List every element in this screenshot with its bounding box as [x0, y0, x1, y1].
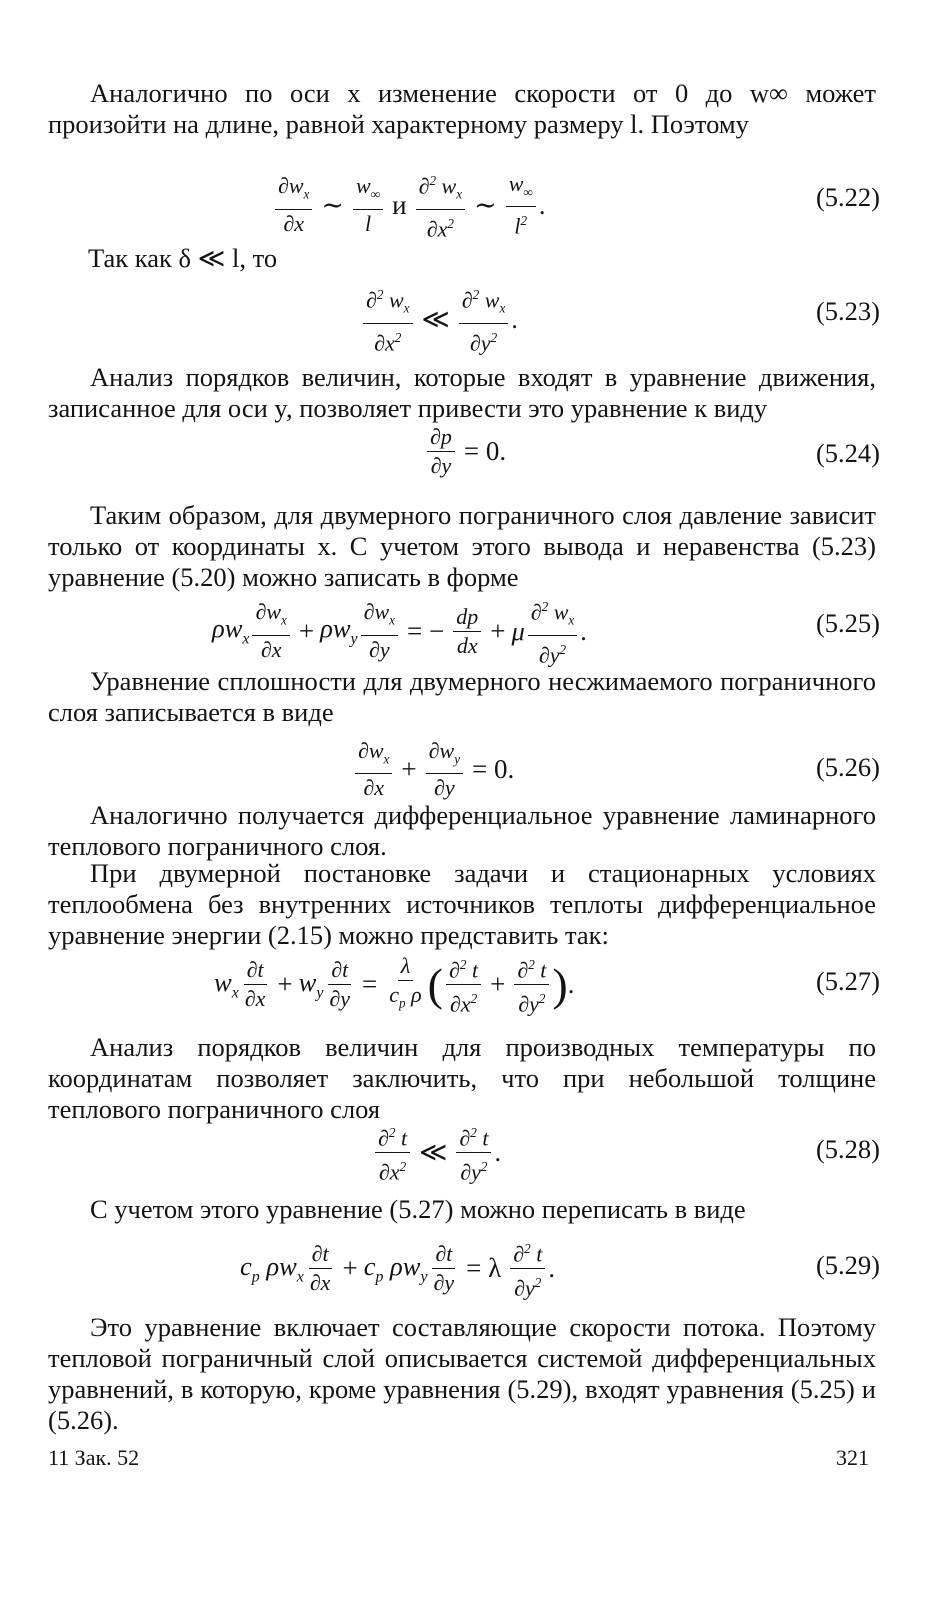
paragraph-7: При двумерной постановке задачи и стационарных условиях теплообмена без внутренних источников теплоты дифференциальное уравнение энергии (2.15) можно представить так: [48, 858, 876, 950]
equation-number-5-22: (5.22) [815, 182, 880, 212]
paragraph-2: Так как δ ≪ l, то [88, 243, 278, 273]
equation-number-5-25: (5.25) [815, 608, 880, 638]
paragraph-4: Таким образом, для двумерного пограничного слоя давление зависит только от координаты x. С учетом этого вывода и неравенства (5.23) уравнение (5.20) можно записать в форме [48, 500, 876, 592]
paragraph-8: Анализ порядков величин для производных температуры по координатам позволяет заключить, что при небольшой толщине теплового пограничного слоя [48, 1032, 876, 1124]
equation-5-24: $\frac{\partial p}{\partial y}$ = 0. [424, 424, 512, 479]
equation-5-26: $\frac{\partial w_x}{\partial x}$ + $\frac{\partial w_y}{\partial y}$ = 0. [352, 738, 520, 801]
equation-number-5-24: (5.24) [815, 438, 880, 468]
equation-number-5-29: (5.29) [815, 1250, 880, 1280]
equation-number-5-26: (5.26) [815, 752, 880, 782]
equation-5-28: $\frac{\partial^2 t}{\partial x^2}$ ≪ $\frac{\partial^2 t}{\partial y^2}$ . [372, 1120, 501, 1186]
equation-rhs: = 0. [472, 754, 515, 785]
equation-5-27: $w_x$ $\frac{\partial t}{\partial x}$ + $w_y$ $\frac{\partial t}{\partial y}$ = $\frac{\lambda}{c_p \rho}$ ( $\frac{\partial^2 t}{\partial x^2}$ + $\frac{\partial^2 t}{\partial y^2}$ ) . [214, 953, 575, 1017]
equation-5-23: $\frac{\partial^2 w_x}{\partial x^2}$ ≪ $\frac{\partial^2 w_x}{\partial y^2}$ . [360, 282, 518, 356]
equation-and-word: и [392, 189, 407, 220]
equation-number-5-27: (5.27) [815, 966, 880, 996]
paragraph-6: Аналогично получается дифференциальное уравнение ламинарного теплового пограничного слоя. [48, 800, 876, 861]
equation-5-22: $\frac{\partial w_x}{\partial x}$ ∼ $\frac{w_\infty}{l}$ и $\frac{\partial^2 w_x}{\partial x^2}$ ∼ $\frac{w_\infty}{l^2}$ . [272, 168, 545, 242]
equation-rhs: = 0. [463, 436, 507, 466]
equation-5-29: $c_p$ $\rho w_x$ $\frac{\partial t}{\partial x}$ + $c_p$ $\rho w_y$ $\frac{\partial t}{\partial y}$ = λ $\frac{\partial^2 t}{\partial y^2}$ . [240, 1236, 555, 1302]
paragraph-10: Это уравнение включает составляющие скорости потока. Поэтому тепловой пограничный слой описывается системой дифференциальных уравнений, в которую, кроме уравнения (5.29), входят уравнения (5.25) и (5.26). [48, 1312, 876, 1435]
paragraph-5: Уравнение сплошности для двумерного несжимаемого пограничного слоя записывается в виде [48, 666, 876, 727]
equation-number-5-28: (5.28) [815, 1134, 880, 1164]
paragraph-9: С учетом этого уравнение (5.27) можно переписать в виде [90, 1194, 746, 1224]
footer-signature: 11 Зак. 52 [48, 1445, 140, 1470]
paragraph-3: Анализ порядков величин, которые входят в уравнение движения, записанное для оси y, позволяет привести это уравнение к виду [48, 362, 876, 423]
equation-5-25: $\rho w_x$ $\frac{\partial w_x}{\partial x}$ + $\rho w_y$ $\frac{\partial w_x}{\partial y}$ = − $\frac{dp}{dx}$ + μ $\frac{\partial^2 w_x}{\partial y^2}$ . [212, 594, 587, 668]
page-number: 321 [836, 1445, 869, 1470]
paragraph-1: Аналогично по оси x изменение скорости от 0 до w∞ может произойти на длине, равной характерному размеру l. Поэтому [48, 78, 876, 139]
equation-number-5-23: (5.23) [815, 296, 880, 326]
